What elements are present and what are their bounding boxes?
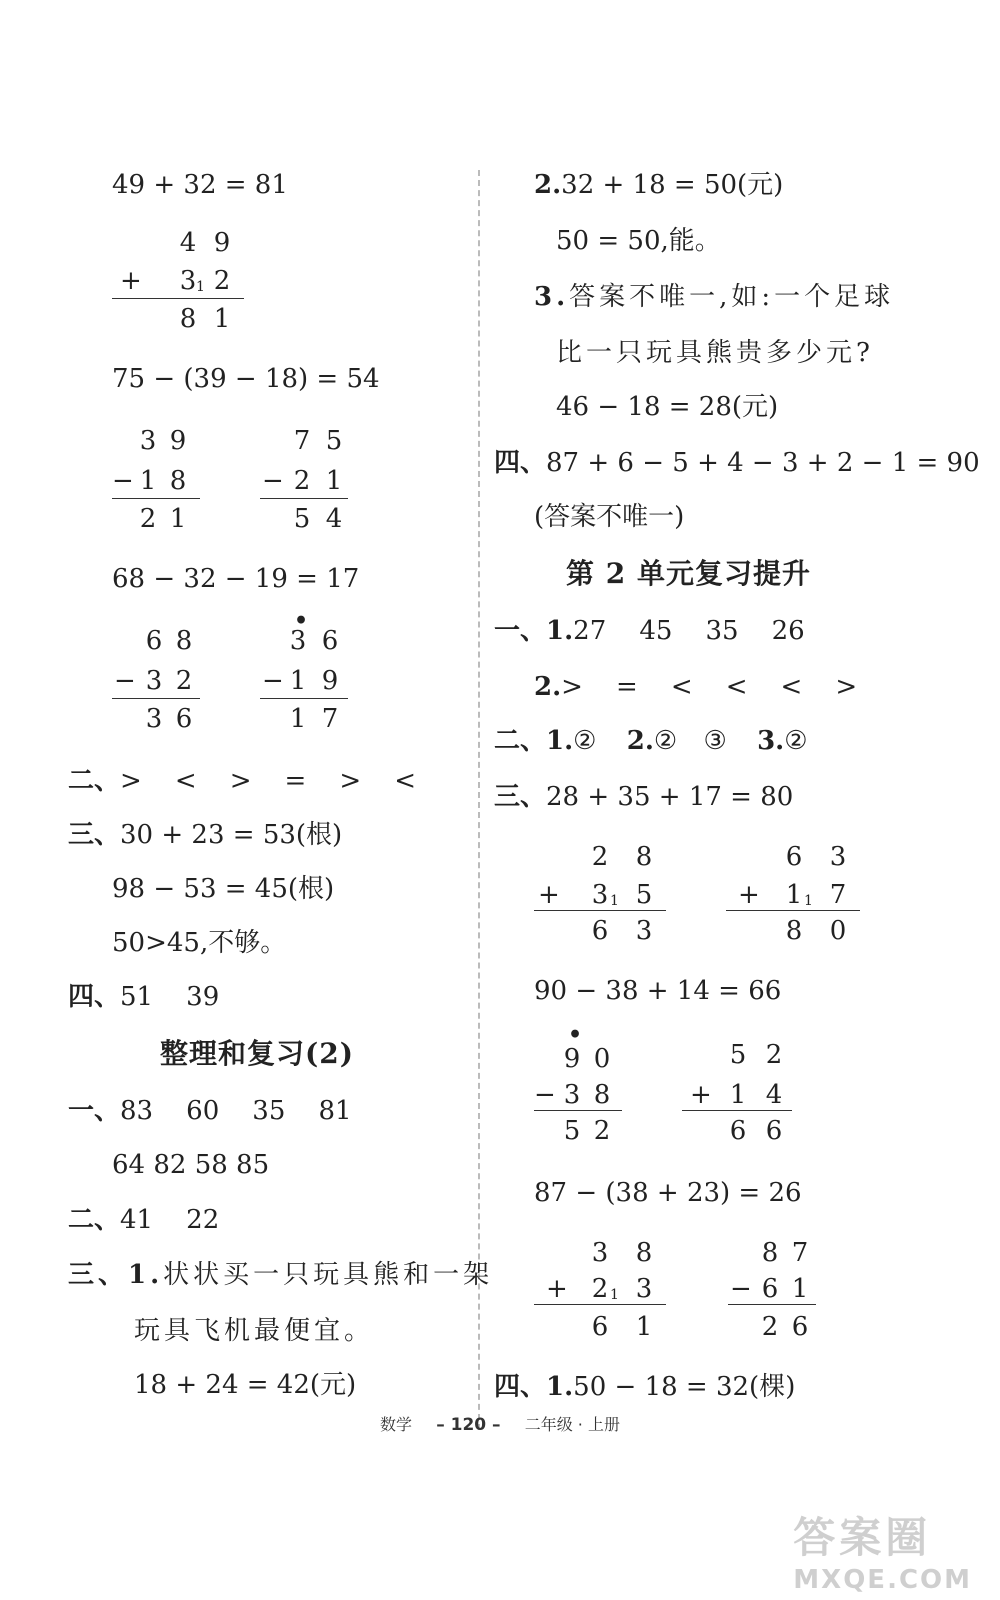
equation-75-39-18: 75 − (39 − 18) = 54 (112, 364, 380, 394)
section-4-answers: 四、51 39 (68, 982, 220, 1012)
borrow-dot: • (568, 1022, 583, 1048)
review-section-3-line3: 18 + 24 = 42(元) (134, 1370, 357, 1400)
unit-section-3-eq2: 90 − 38 + 14 = 66 (534, 976, 782, 1006)
question-3-line2: 比一只玩具熊贵多少元? (556, 338, 874, 368)
question-2-line2: 50 = 50,能。 (556, 226, 721, 256)
page-number: – 120 – (436, 1415, 501, 1435)
heading-review-2: 整理和复习(2) (160, 1037, 354, 1070)
carry-mark: 1 (610, 893, 619, 909)
question-2-line1: 2.32 + 18 = 50(元) (534, 170, 784, 200)
question-3-line3: 46 − 18 = 28(元) (556, 392, 779, 422)
borrow-dot: • (294, 608, 309, 634)
section-3-line1: 三、30 + 23 = 53(根) (68, 820, 343, 850)
unit-section-3-eq3: 87 − (38 + 23) = 26 (534, 1178, 802, 1208)
review-section-2: 二、41 22 (68, 1205, 220, 1235)
review-section-3-line1: 三、1.状状买一只玩具熊和一架 (68, 1260, 494, 1290)
answer-page: 49 + 32 = 81 4 9 + 3 1 2 8 1 75 − (39 − 18) = 54 3 9 − 1 8 2 1 7 5 − 2 1 5 4 68 − 32 − 19 = 17 6 8 − 3 2 3 6 • 3 6 − 1 9 1 7 二、> < > = > < 三、30 + 23 = 53(根) 98 − 53 = 45(根) 50>45,不够。 四、51 39 整理和复习(2) 一、83 60 35 81 64 82 58 85 二、41 22 三、1.状状买一只玩具熊和一架 玩具飞机最便宜。 18 + 24 = 42(元) 2.32 + 18 = 50(元) 50 = 50,能。 3.答案不唯一,如:一个足球 比一只玩具熊贵多少元? 46 − 18 = 28(元) 四、87 + 6 − 5 + 4 − 3 + 2 − 1 = 90 (答案不唯一) 第 2 单元复习提升 一、1.27 45 35 26 2.> = < < < > 二、1.② 2.② ③ 3.② 三、28 + 35 + 17 = 80 2 8 + 3 1 5 6 3 6 3 + 1 1 7 8 0 90 − 38 + 14 = 66 • 9 0 − 3 8 5 2 5 2 + 1 4 6 6 87 − (38 + 23) = 26 3 8 + 2 1 3 6 1 8 7 − 6 1 2 6 四、1.50 − 18 = 32(棵) 数学 – 120 – 二年级 · 上册 答案圈 MXQE.COM (0, 0, 1000, 1600)
unit-section-1-line1: 一、1.27 45 35 26 (494, 616, 805, 646)
unit-section-2: 二、1.② 2.② ③ 3.② (494, 726, 808, 756)
section-2-answers: 二、> < > = > < (68, 766, 417, 796)
carry-mark: 1 (804, 893, 813, 909)
carry-mark: 1 (610, 1287, 619, 1303)
watermark-logo: 答案圈 MXQE.COM (793, 1513, 972, 1595)
section-4-equation: 四、87 + 6 − 5 + 4 − 3 + 2 − 1 = 90 (494, 448, 980, 478)
footer-subject: 数学 (380, 1415, 413, 1434)
review-section-3-line2: 玩具飞机最便宜。 (134, 1316, 375, 1346)
equation-68-32-19: 68 − 32 − 19 = 17 (112, 564, 360, 594)
review-section-1-line2: 64 82 58 85 (112, 1150, 270, 1180)
carry-mark: 1 (196, 279, 205, 295)
page-footer (0, 1412, 1000, 1435)
unit-section-3-eq1: 三、28 + 35 + 17 = 80 (494, 782, 794, 812)
heading-unit-2-review: 第 2 单元复习提升 (566, 557, 811, 590)
unit-section-1-line2: 2.> = < < < > (534, 672, 858, 702)
section-3-line3: 50>45,不够。 (112, 928, 287, 958)
question-3-line1: 3.答案不唯一,如:一个足球 (534, 282, 895, 312)
column-divider (478, 170, 480, 1430)
unit-section-4-line1: 四、1.50 − 18 = 32(棵) (494, 1372, 796, 1402)
review-section-1-line1: 一、83 60 35 81 (68, 1096, 352, 1126)
section-3-line2: 98 − 53 = 45(根) (112, 874, 335, 904)
equation-49-32: 49 + 32 = 81 (112, 170, 288, 200)
section-4-note: (答案不唯一) (534, 502, 685, 532)
footer-grade: 二年级 · 上册 (524, 1415, 620, 1434)
